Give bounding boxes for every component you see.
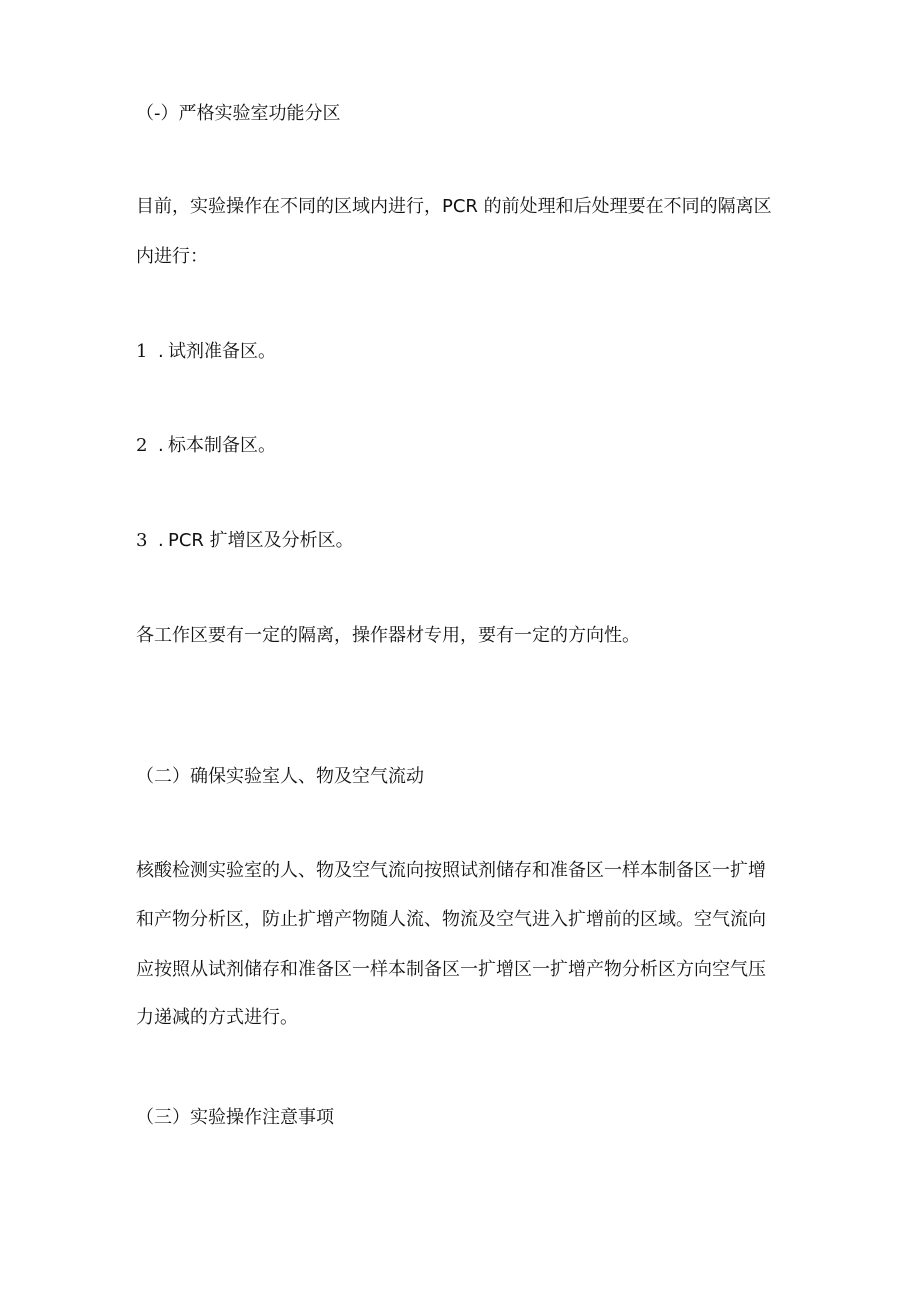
- section-3-heading: （三）实验操作注意事项: [136, 1107, 334, 1128]
- section-1-closing: 各工作区要有一定的隔离，操作器材专用，要有一定的方向性。: [136, 625, 640, 646]
- list-item-3-number: 3: [136, 530, 148, 551]
- section-2-body-line-2: 和产物分析区，防止扩增产物随人流、物流及空气进入扩增前的区域。空气流向: [136, 909, 766, 930]
- list-item-3-separator: .: [158, 530, 164, 551]
- section-2-body-line-3: 应按照从试剂储存和准备区一样本制备区一扩增区一扩增产物分析区方向空气压: [136, 959, 766, 980]
- list-item-2-number: 2: [136, 435, 148, 456]
- list-item-2-text: 标本制备区。: [168, 435, 276, 456]
- section-2-heading: （二）确保实验室人、物及空气流动: [136, 766, 424, 787]
- section-1-heading: （-）严格实验室功能分区: [136, 103, 341, 124]
- list-item-3: [136, 529, 354, 553]
- list-item-1: [136, 340, 276, 364]
- section-1-intro-line-1: 目前，实验操作在不同的区域内进行，PCR 的前处理和后处理要在不同的隔离区: [136, 196, 772, 217]
- list-item-1-number: 1: [136, 341, 148, 362]
- list-item-1-separator: .: [158, 341, 164, 362]
- list-item-2-separator: .: [158, 435, 164, 456]
- section-1-intro-line-2: 内进行：: [136, 246, 208, 267]
- section-2-body-line-1: 核酸检测实验室的人、物及空气流向按照试剂储存和准备区一样本制备区一扩增: [136, 860, 766, 881]
- section-2-body-line-4: 力递减的方式进行。: [136, 1007, 298, 1028]
- list-item-1-text: 试剂准备区。: [168, 341, 276, 362]
- list-item-2: [136, 434, 276, 458]
- list-item-3-text: PCR 扩增区及分析区。: [168, 530, 354, 551]
